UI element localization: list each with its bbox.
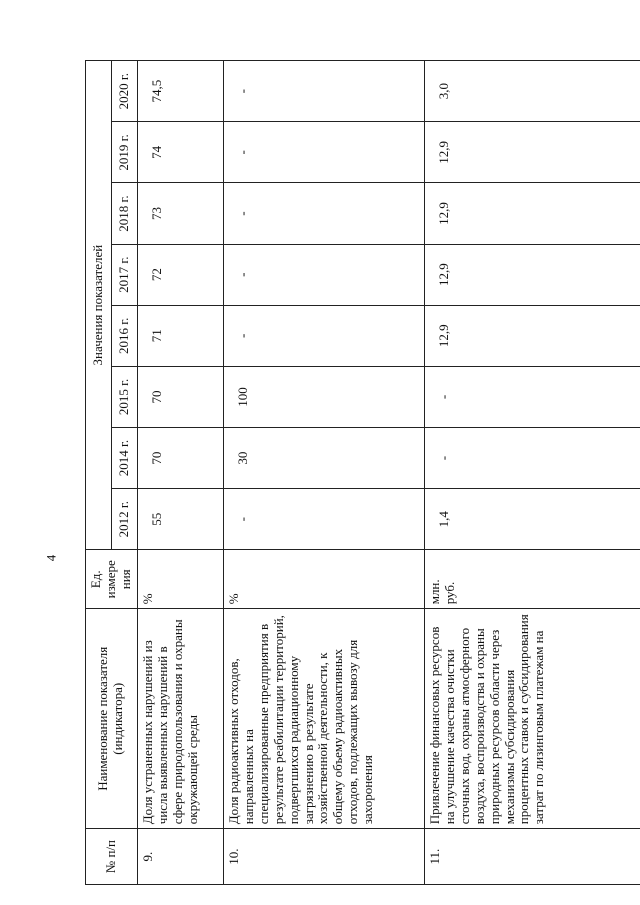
table-row (424, 61, 640, 885)
value-cell: - (223, 61, 424, 122)
unit-cell: % (223, 550, 424, 609)
unit-cell: % (137, 550, 223, 609)
header-year: 2014 г. (111, 428, 137, 489)
row-number: 11. (424, 829, 640, 885)
value-cell: 12,9 (424, 183, 640, 244)
value-cell: - (223, 244, 424, 305)
header-unit: Ед. измере ния (86, 550, 138, 609)
header-year: 2020 г. (111, 61, 137, 122)
header-year: 2018 г. (111, 183, 137, 244)
rotated-table-wrapper (85, 60, 620, 885)
value-cell: 70 (137, 428, 223, 489)
header-year: 2017 г. (111, 244, 137, 305)
value-cell: - (424, 366, 640, 427)
value-cell: 100 (223, 366, 424, 427)
value-cell: 72 (137, 244, 223, 305)
value-cell: 74 (137, 122, 223, 183)
value-cell: 12,9 (424, 244, 640, 305)
header-year: 2015 г. (111, 366, 137, 427)
unit-cell: млн. руб. (424, 550, 640, 609)
value-cell: - (424, 428, 640, 489)
header-row-top (86, 61, 112, 885)
value-cell: 1,4 (424, 489, 640, 550)
value-cell: - (223, 183, 424, 244)
indicator-name: Привлечение финансовых ресурсов на улучшение качества очистки сточных вод, охраны атмосферного воздуха, воспроизводства и охраны природных ресурсов области через механизмы субсидирования процентных ставок и субсидирования затрат по лизинговым платежам на (424, 609, 640, 829)
indicators-table (85, 60, 640, 885)
header-values-group: Значения показателей (86, 61, 112, 550)
value-cell: 73 (137, 183, 223, 244)
page-number: 4 (43, 554, 59, 562)
value-cell: 70 (137, 366, 223, 427)
table-row (137, 61, 223, 885)
table-row (223, 61, 424, 885)
row-number: 9. (137, 829, 223, 885)
header-year: 2012 г. (111, 489, 137, 550)
indicator-name: Доля радиоактивных отходов, направленных на специализированные предприятия в результате реабилитации территорий, подвергшихся радиационному загрязнению в результате хозяйственной деятельности, к общему объему радиоактивных отходов, подлежащих вывозу для захоронения (223, 609, 424, 829)
value-cell: 30 (223, 428, 424, 489)
value-cell: 12,9 (424, 122, 640, 183)
header-year: 2019 г. (111, 122, 137, 183)
header-year: 2016 г. (111, 305, 137, 366)
value-cell: 71 (137, 305, 223, 366)
indicator-name: Доля устраненных нарушений из числа выявленных нарушений в сфере природопользования и охраны окружающей среды (137, 609, 223, 829)
header-num: № п/п (86, 829, 138, 885)
value-cell: - (223, 489, 424, 550)
value-cell: - (223, 305, 424, 366)
value-cell: 74,5 (137, 61, 223, 122)
value-cell: 3,0 (424, 61, 640, 122)
value-cell: - (223, 122, 424, 183)
value-cell: 12,9 (424, 305, 640, 366)
header-name: Наименование показателя (индикатора) (86, 609, 138, 829)
value-cell: 55 (137, 489, 223, 550)
row-number: 10. (223, 829, 424, 885)
